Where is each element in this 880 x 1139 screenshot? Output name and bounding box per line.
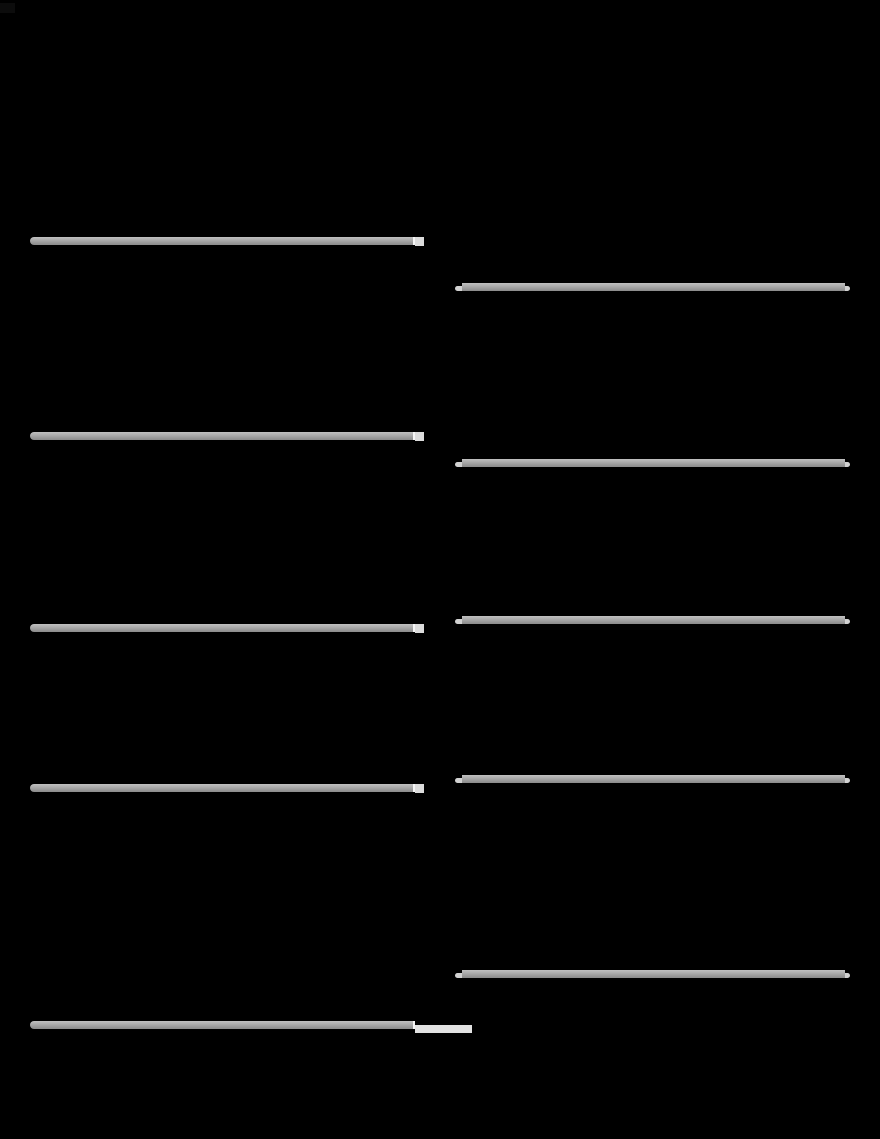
rule-bar	[462, 283, 845, 291]
horizontal-rule	[455, 970, 850, 982]
horizontal-rule	[455, 283, 850, 295]
rule-bar	[462, 970, 845, 978]
horizontal-rule	[455, 775, 850, 787]
rule-bar	[462, 616, 845, 624]
rule-bar	[462, 459, 845, 467]
horizontal-rule	[455, 459, 850, 471]
rule-bar	[462, 775, 845, 783]
horizontal-rule	[455, 616, 850, 628]
